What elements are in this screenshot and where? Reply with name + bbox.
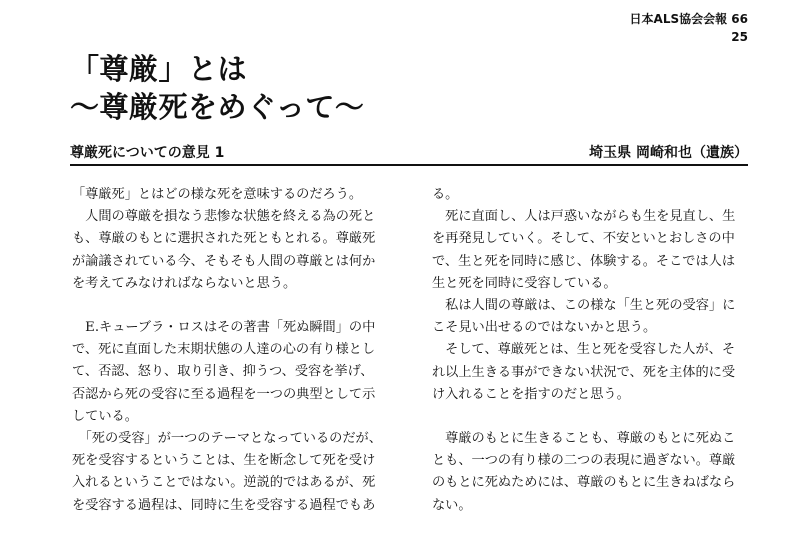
right-column: [432, 184, 748, 517]
title-line-2: 〜尊厳死をめぐって〜: [70, 90, 365, 124]
title-line-1: 「尊厳」とは: [70, 52, 248, 86]
paragraph: 人間の尊厳を損なう悲惨な状態を終える為の死とも、尊厳のもとに選択された死ともとれる。尊厳死が論議されている今、そもそも人間の尊厳とは何かを考えてみなければならないと思う。: [72, 209, 376, 291]
paragraph: E.キューブラ・ロスはその著書「死ぬ瞬間」の中で、死に直面した末期状態の人達の心の有り様として、否認、怒り、取り引き、抑うつ、受容を挙げ、否認から死の受容に至る過程を一つの典型として示している。: [72, 320, 376, 424]
paragraph: 「死の受容」が一つのテーマとなっているのだが、死を受容するということは、生を断念して死を受け入れるということではない。逆説的ではあるが、死を受容する過程は、同時に生を受容する過程でもあ: [72, 431, 382, 513]
journal-header: [630, 10, 748, 46]
author-byline: 埼玉県 岡崎和也（遺族）: [589, 145, 748, 161]
paragraph: 死に直面し、人は戸惑いながらも生を見直し、生を再発見していく。そして、不安といとおしさの中で、生と死を同時に感じ、体験する。そこでは人は生と死を同時に受容している。: [432, 209, 736, 291]
paragraph-gap: [72, 295, 384, 317]
paragraph: 「尊厳死」とはどの様な死を意味するのだろう。: [72, 187, 363, 202]
left-column: [72, 184, 384, 517]
paragraph: そして、尊厳死とは、生と死を受容した人が、それ以上生きる事ができない状況で、死を主体的に受け入れることを指すのだと思う。: [432, 342, 736, 402]
paragraph: 尊厳のもとに生きることも、尊厳のもとに死ぬことも、一つの有り様の二つの表現に過ぎない。尊厳のもとに死ぬためには、尊厳のもとに生きねばならない。: [432, 431, 736, 513]
page-number: 25: [731, 30, 748, 44]
paragraph: 私は人間の尊厳は、この様な「生と死の受容」にこそ見い出せるのではないかと思う。: [432, 298, 736, 336]
paragraph: る。: [432, 187, 459, 202]
journal-name: 日本ALS協会会報 66: [629, 12, 748, 26]
paragraph-gap: [432, 406, 748, 428]
page-title: [70, 50, 364, 126]
section-heading: 尊厳死についての意見 1: [70, 145, 225, 161]
section-header: [70, 138, 748, 166]
